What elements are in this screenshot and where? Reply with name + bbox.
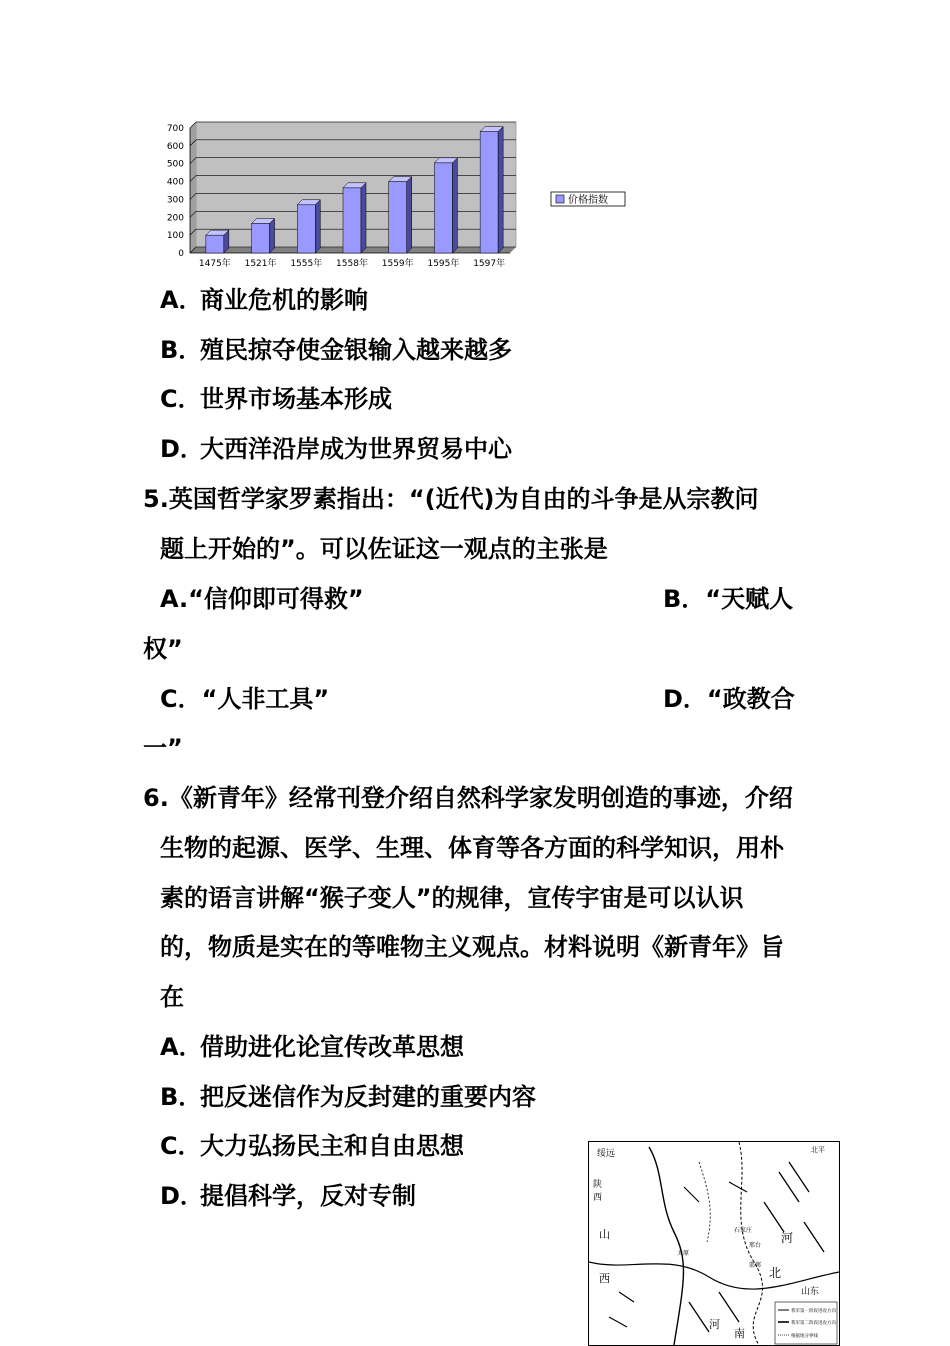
option-label: D．	[160, 435, 204, 463]
x-tick-label: 1597年	[473, 259, 506, 269]
option-text: 把反迷信作为反封建的重要内容	[200, 1083, 536, 1111]
y-tick-label: 400	[166, 177, 184, 188]
map-river	[649, 1147, 683, 1345]
map-road	[589, 1262, 839, 1289]
map-label: 陕	[593, 1180, 603, 1190]
q5-stem-line2: 题上开始的”。可以佐证这一观点的主张是	[160, 535, 608, 563]
map-label: 太原	[677, 1250, 690, 1257]
x-tick-label: 1521年	[244, 259, 277, 269]
x-tick-label: 1595年	[427, 259, 460, 269]
chart-legend	[551, 192, 625, 206]
bar	[389, 182, 407, 253]
legend-item: 我军第一阶段进攻方向	[791, 1309, 836, 1314]
military-map	[588, 1141, 840, 1346]
map-legend	[775, 1302, 837, 1344]
bar-side	[452, 158, 457, 253]
map-label: 河	[781, 1231, 794, 1245]
option-text: 殖民掠夺使金银输入越来越多	[200, 336, 512, 364]
option-text: 借助进化论宣传改革思想	[200, 1033, 464, 1061]
option-text: 大力弘扬民主和自由思想	[200, 1132, 464, 1160]
y-tick-label: 0	[178, 249, 184, 259]
option-label: A．	[160, 1033, 203, 1061]
map-label: 山	[599, 1228, 610, 1241]
option-label: B．	[160, 336, 203, 364]
q6-stem-line3: 素的语言讲解“猴子变人”的规律，宣传宇宙是可以认识	[160, 884, 744, 912]
bar-side	[407, 177, 412, 253]
x-tick-label: 1559年	[381, 259, 414, 269]
q5-option-b[interactable]: B．“天赋人	[663, 585, 794, 613]
bar	[434, 163, 452, 253]
map-label: 西	[593, 1193, 603, 1203]
q6-stem-line2: 生物的起源、医学、生理、体育等各方面的科学知识，用朴	[160, 834, 784, 862]
option-text: 提倡科学，反对专制	[200, 1182, 416, 1210]
bar-side	[361, 183, 366, 253]
map-label: 北平	[811, 1146, 825, 1154]
q6-option-c[interactable]	[160, 1131, 464, 1161]
q6-stem-line4: 的，物质是实在的等唯物主义观点。材料说明《新青年》旨	[160, 933, 784, 961]
price-index-bar-chart	[155, 120, 635, 275]
legend-label: 价格指数	[568, 195, 608, 206]
q4-option-d[interactable]	[160, 434, 512, 464]
y-tick-label: 500	[166, 159, 184, 170]
legend-item: 根据地分界线	[791, 1334, 818, 1339]
x-tick-label: 1558年	[336, 259, 368, 269]
option-label: C．	[160, 385, 202, 413]
y-tick-label: 100	[166, 231, 184, 242]
q5-option-d[interactable]: D．“政教合	[663, 685, 795, 713]
option-text: 世界市场基本形成	[200, 385, 392, 413]
q6-option-d[interactable]	[160, 1181, 416, 1211]
bar	[297, 205, 315, 253]
bar	[252, 224, 270, 253]
map-label: 邢台	[749, 1242, 762, 1249]
map-label: 绥远	[597, 1149, 616, 1159]
q5-stem-line1: 5.英国哲学家罗素指出：“(近代)为自由的斗争是从宗教问	[143, 485, 759, 513]
legend-swatch	[556, 195, 564, 203]
map-label: 河	[709, 1318, 720, 1331]
bar-side	[270, 219, 275, 253]
option-label: B．	[160, 1083, 203, 1111]
q4-option-b[interactable]	[160, 335, 512, 365]
map-label: 北	[769, 1266, 782, 1280]
y-tick-label: 700	[166, 124, 184, 134]
legend-item: 我军第二阶段进攻方向	[791, 1321, 836, 1326]
bar	[206, 235, 224, 253]
bar	[343, 188, 361, 253]
q5-option-a[interactable]: A.“信仰即可得救”	[160, 585, 364, 613]
q4-option-a[interactable]	[160, 285, 368, 315]
option-text: 商业危机的影响	[200, 286, 368, 314]
map-boundary	[699, 1162, 710, 1242]
option-text: 大西洋沿岸成为世界贸易中心	[200, 435, 512, 463]
x-tick-label: 1475年	[198, 259, 231, 269]
q5-option-b-cont: 权”	[143, 635, 183, 663]
bar-side	[315, 200, 320, 253]
option-label: C．	[160, 1132, 202, 1160]
bar-side	[498, 127, 503, 253]
q6-stem-line5: 在	[160, 983, 184, 1011]
q4-option-c[interactable]	[160, 384, 392, 414]
map-label: 邯郸	[749, 1262, 762, 1269]
map-label: 西	[599, 1272, 610, 1285]
y-tick-label: 200	[166, 213, 184, 224]
map-label: 南	[734, 1327, 745, 1340]
map-label: 石家庄	[734, 1227, 753, 1234]
x-tick-label: 1555年	[290, 259, 323, 269]
q5-option-c[interactable]: C．“人非工具”	[160, 685, 330, 713]
y-tick-label: 300	[166, 195, 184, 206]
y-tick-label: 600	[166, 141, 184, 152]
q5-option-d-cont: 一”	[143, 734, 183, 762]
bar	[480, 132, 498, 253]
map-label: 山东	[801, 1287, 820, 1297]
chart-side-wall	[190, 122, 196, 253]
q6-stem-line1: 6.《新青年》经常刊登介绍自然科学家发明创造的事迹，介绍	[143, 784, 793, 812]
option-label: A．	[160, 286, 203, 314]
q6-option-b[interactable]	[160, 1082, 536, 1112]
option-label: D．	[160, 1182, 204, 1210]
q6-option-a[interactable]	[160, 1032, 464, 1062]
